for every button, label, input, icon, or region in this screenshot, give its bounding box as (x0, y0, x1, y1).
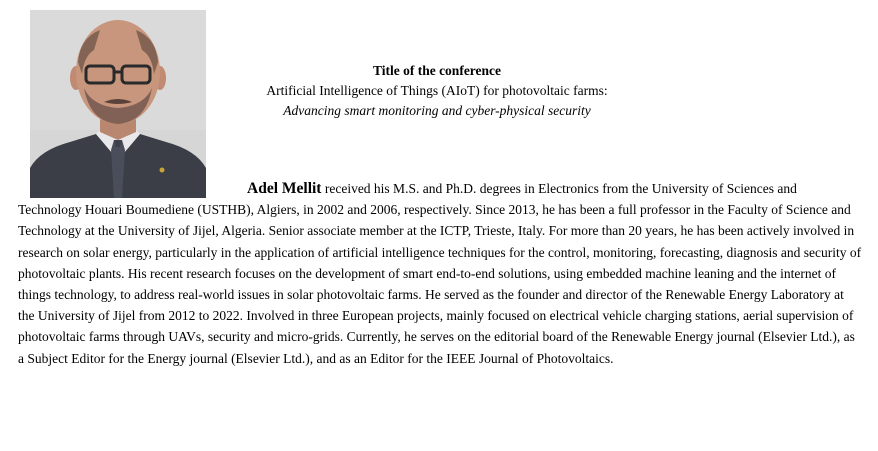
speaker-biography (18, 178, 863, 369)
conference-heading: Title of the conference (372, 63, 502, 78)
conference-block (262, 61, 612, 121)
portrait-photo-icon (30, 10, 206, 198)
conference-subtitle: Advancing smart monitoring and cyber-physical security (283, 103, 591, 118)
bio-text: received his M.S. and Ph.D. degrees in Electronics from the University of Sciences and Technology Houari Boumediene (USTHB), Algiers, in 2002 and 2006, respectively. Since 2013, he has been a full professor in the Faculty of Science and Technology at the University of Jijel, Algeria. Senior associate member at the ICTP, Trieste, Italy. For more than 20 years, he has been actively involved in research on solar energy, particularly in the application of artificial intelligence techniques for the control, monitoring, forecasting, diagnosis and security of photovoltaic plants. His recent research focuses on the development of smart end-to-end solutions, using embedded machine leaning and the internet of things technology, to address real-world issues in solar photovoltaic farms. He served as the founder and director of the Renewable Energy Laboratory at the University of Jijel from 2012 to 2022. Involved in three European projects, mainly focused on electrical vehicle charging stations, aerial supervision of photovoltaic farms through UAVs, security and micro-grids. Currently, he serves on the editorial board of the Renewable Energy journal (Elsevier Ltd.), as a Subject Editor for the Energy journal (Elsevier Ltd.), and as an Editor for the IEEE Journal of Photovoltaics. (18, 181, 862, 366)
speaker-name: Adel Mellit (247, 180, 322, 197)
conference-title: Artificial Intelligence of Things (AIoT) for photovoltaic farms: (266, 83, 608, 98)
speaker-photo (30, 10, 206, 198)
